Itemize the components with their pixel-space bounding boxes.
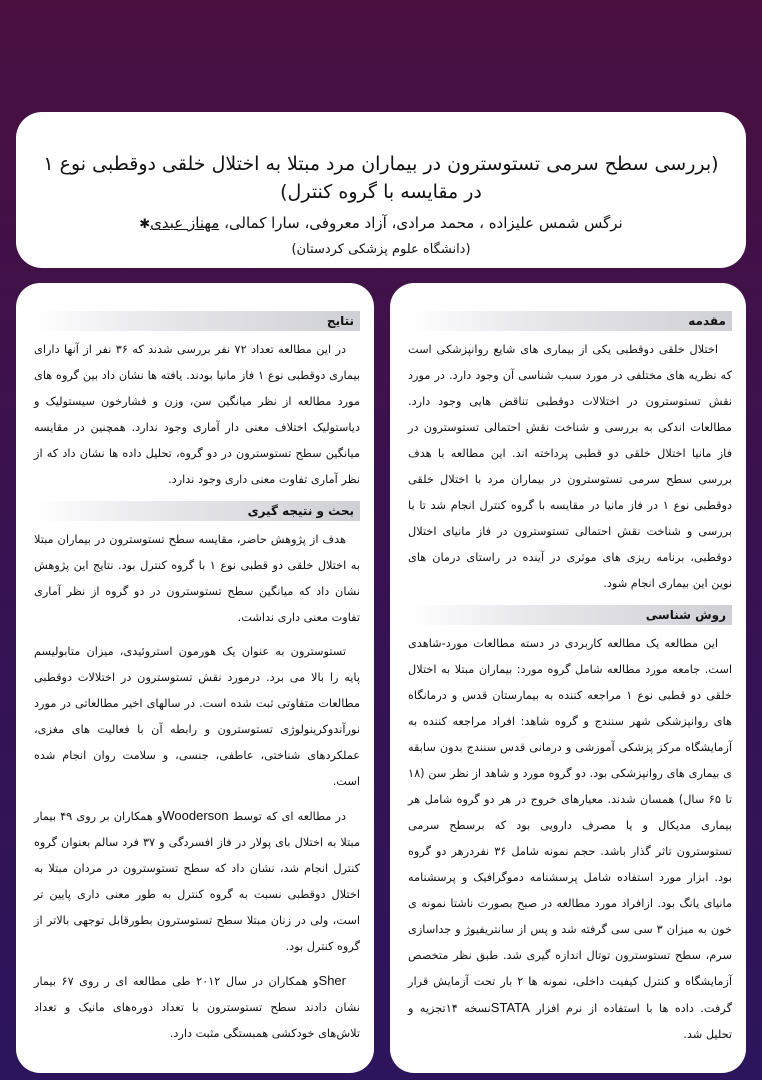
intro-paragraph: اختلال خلقی دوقطبی یکی از بیماری های شایع روانپزشکی است که نظریه های مختلفی در مورد سبب شناسی آن وجود دارد. در مورد نقش تستوسترون در اختلالات دوقطبی تناقض هایی وجود دارد. مطالعات اندکی به بررسی و شناخت نقش احتمالی تستوسترون در فاز مانیا اختلال خلقی دو قطبی پرداخته اند. این مطالعه با هدف بررسی سطح سرمی تستوسترون در بیماران مرد با اختلال خلقی دوقطبی نوع ۱ در فاز مانیا در مقایسه با گروه کنترل انجام شد تا با بررسی و شناخت نقش احتمالی تستوسترون در فاز مانیای اختلال دوقطبی، برنامه ریزی های موثری در آینده در راستای درمان های نوین این بیماری انجام شود. (408, 343, 732, 590)
right-column (390, 283, 746, 1073)
intro-heading: مقدمه (408, 311, 732, 331)
corresponding-author: مهناز عبدی (150, 214, 220, 232)
corresponding-star: ✱ (139, 217, 151, 232)
authors (16, 212, 746, 236)
left-column (16, 283, 374, 1073)
discussion-p3-rest: و همکاران بر روی ۴۹ بیمار مبتلا به اختلال بای پولار در فاز افسردگی و ۳۷ فرد سالم بعنوان گروه کنترل انجام شد، نشان داد که سطح تستوسترون در مردان مبتلا به اختلال دوقطبی نسبت به گروه کنترل به طور معنی داری پایین تر است، ولی در زنان مبتلا سطح تستوسترون بطورقابل توجهی بالاتر از گروه کنترل بود. (34, 810, 360, 953)
discussion-paragraph-3 (34, 803, 360, 960)
title-box (16, 112, 746, 268)
discussion-paragraph-1: هدف از پژوهش حاضر، مقایسه سطح تستوسترون در بیماران مبتلا به اختلال خلقی دو قطبی نوع ۱ با گروه کنترل بود. نتایج این پژوهش نشان داد که میانگین سطح تستوسترون در دو گروه از نظر آماری تفاوت معنی داری نداشت. (34, 533, 360, 624)
affiliation: (دانشگاه علوم پزشکی کردستان) (291, 242, 471, 257)
poster-title-line-2: در مقایسه با گروه کنترل) (280, 181, 482, 203)
results-heading: نتایج (34, 311, 360, 331)
results-paragraph: در این مطالعه تعداد ۷۲ نفر بررسی شدند که ۳۶ نفر از آنها دارای بیماری دوقطبی نوع ۱ فاز مانیا بودند. یافته ها نشان داد بین گروه های مورد مطالعه از نظر میانگین سن، وزن و فشارخون سیستولیک و دیاستولیک اختلاف معنی دار آماری وجود ندارد. همچنین در مقایسه میانگین سطح تستوسترون در دو گروه، تحلیل داده ها نشان داد که از نظر آماری تفاوت معنی داری وجود ندارد. (34, 343, 361, 486)
citation-sher: Sher (318, 973, 346, 988)
citation-wooderson: Wooderson (162, 808, 229, 823)
poster-title-line-1: (بررسی سطح سرمی تستوسترون در بیماران مرد مبتلا به اختلال خلقی دوقطبی نوع ۱ (43, 153, 719, 175)
discussion-heading: بحث و نتیجه گیری (34, 501, 360, 521)
discussion-p4-rest: و همکاران در سال ۲۰۱۲ طی مطالعه ای ر روی ۶۷ بیمار نشان دادند سطح تستوسترون با تعداد دوره‌های مانیک و تعداد تلاش‌های خودکشی همبستگی مثبت دارد. (34, 975, 360, 1040)
methods-paragraph (408, 631, 732, 1048)
discussion-paragraph-4 (34, 968, 360, 1047)
discussion-p3-start: در مطالعه ای که توسط (228, 810, 346, 823)
software-name: STATA (490, 1000, 530, 1015)
methods-text: این مطالعه یک مطالعه کاربردی در دسته مطالعات مورد-شاهدی است. جامعه مورد مطالعه شامل گروه مورد: بیماران مبتلا به اختلال خلقی دو قطبی نوع ۱ مراجعه کننده به بیمارستان قدس و درمانگاه های روانپزشکی شهر سنندج و گروه شاهد: افراد مراجعه کننده به آزمایشگاه مرکز پزشکی آموزشی و درمانی قدس سنندج بدون سابقه ی بیماری های روانپزشکی بود. دو گروه مورد و شاهد از نظر سن (۱۸ تا ۶۵ سال) همسان شدند. معیارهای خروج در هر دو گروه شامل هر بیماری مدیکال و یا مصرف دارویی بود که برسطح سرمی تستوسترون تاثر گذار باشد. حجم نمونه شامل ۳۶ نفردرهر دو گروه بود. ابزار مورد استفاده شامل پرسشنامه دموگرافیک و پرسشنامه مانیای یانگ بود. ازافراد مورد مطالعه در صبح بصورت ناشتا نمونه ی خون به میزان ۳ سی سی گرفته شد و پس از سانتریفیوژ و جداسازی سرم، سطح تستوسترون توتال اندازه گیری شد. طبق نظر متخصص آزمایشگاه و کنترل کیفیت داخلی، نمونه ها ۲ بار تحت آزمایش قرار گرفت. داده ها با استفاده از نرم افزار (408, 637, 733, 1015)
discussion-paragraph-2: تستوسترون به عنوان یک هورمون استروئیدی، میزان متابولیسم پایه را بالا می برد. درمورد نقش تستوسترون در اختلالات دوقطبی مطالعات متفاوتی ثبت شده است. در سالهای اخیر مطالعاتی در مورد نورآندوکرینولوژی تستوسترون و رابطه آن با فعالیت های مغزی، عملکردهای شناختی، عاطفی، جنسی، و سلامت روان انجام شده است. (34, 645, 360, 788)
methods-text-end: نسخه ۱۴تجزیه و تحلیل شد. (408, 1002, 732, 1041)
methods-heading: روش شناسی (408, 605, 732, 625)
authors-list: نرگس شمس علیزاده ، محمد مرادی، آزاد معروفی، سارا کمالی، (219, 214, 623, 232)
